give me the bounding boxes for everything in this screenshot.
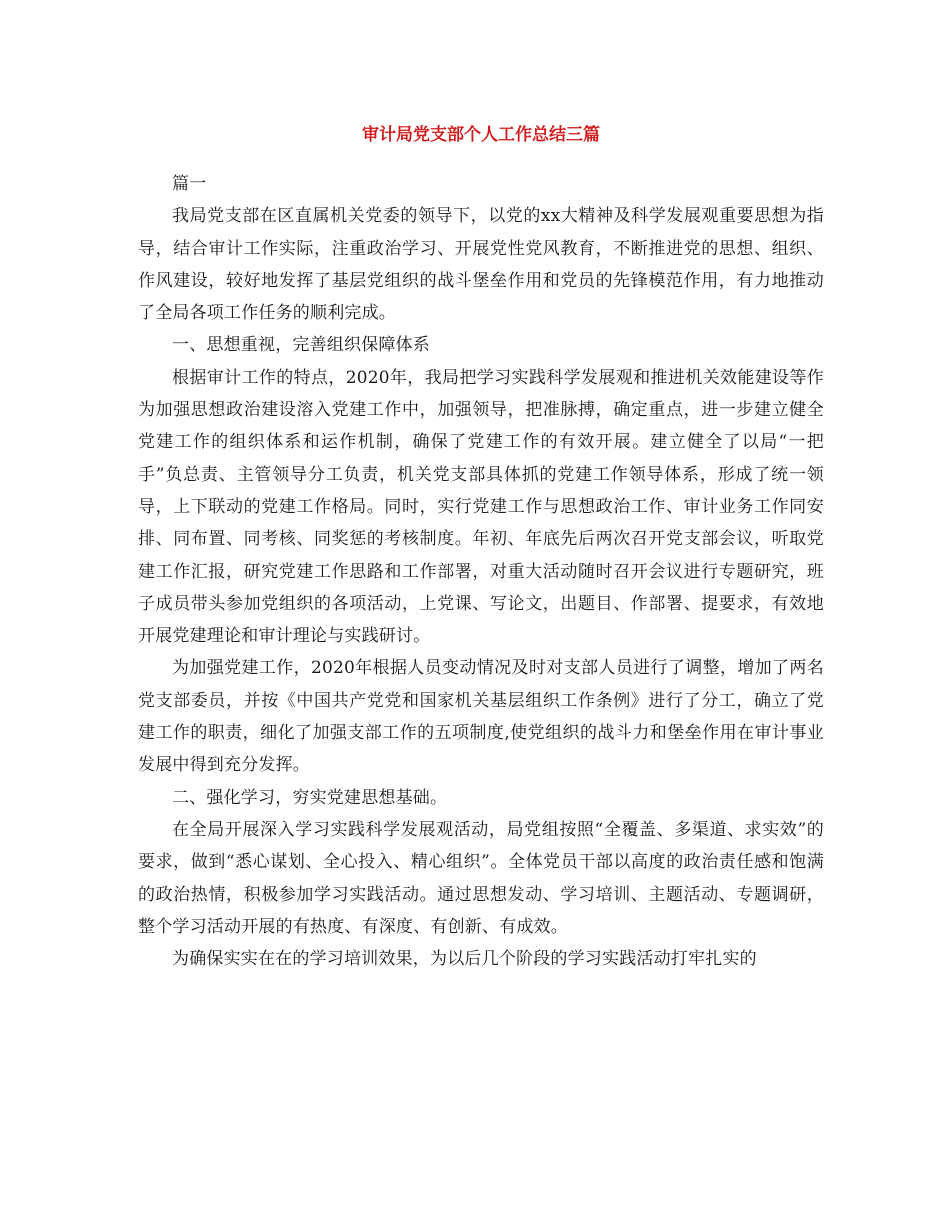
- document-body: [138, 168, 824, 975]
- paragraph-intro: 我局党支部在区直属机关党委的领导下，以党的xx大精神及科学发展观重要思想为指导，结合审计工作实际，注重政治学习、开展党性党风教育，不断推进党的思想、组织、作风建设，较好地发挥了基层党组织的战斗堡垒作用和党员的先锋模范作用，有力地推动了全局各项工作任务的顺利完成。: [138, 206, 824, 324]
- heading-section-2: 二、强化学习，穷实党建思想基础。: [172, 787, 448, 808]
- paragraph-section-2-body: 在全局开展深入学习实践科学发展观活动，局党组按照“全覆盖、多渠道、求实效”的要求，做到“悉心谋划、全心投入、精心组织”。全体党员干部以高度的政治责任感和饱满的政治热情，积极参加学习实践活动。通过思想发动、学习培训、主题活动、专题调研，整个学习活动开展的有热度、有深度、有创新、有成效。: [138, 819, 824, 937]
- heading-section-1: 一、思想重视，完善组织保障体系: [172, 335, 430, 356]
- paragraph-section-1-adjustment: 为加强党建工作，2020年根据人员变动情况及时对支部人员进行了调整，增加了两名党支部委员，并按《中国共产党党和国家机关基层组织工作条例》进行了分工，确立了党建工作的职责，细化了加强支部工作的五项制度,使党组织的战斗力和堡垒作用在审计事业发展中得到充分发挥。: [138, 658, 824, 776]
- document-page: [138, 0, 824, 1230]
- paragraph-section-label: 篇一: [172, 174, 207, 194]
- paragraph-section-1-body: 根据审计工作的特点，2020年，我局把学习实践科学发展观和推进机关效能建设等作为加强思想政治建设溶入党建工作中，加强领导，把准脉搏，确定重点，进一步建立健全党建工作的组织体系和运作机制，确保了党建工作的有效开展。建立健全了以局“一把手”负总责、主管领导分工负责，机关党支部具体抓的党建工作领导体系，形成了统一领导，上下联动的党建工作格局。同时，实行党建工作与思想政治工作、审计业务工作同安排、同布置、同考核、同奖惩的考核制度。年初、年底先后两次召开党支部会议，听取党建工作汇报，研究党建工作思路和工作部署，对重大活动随时召开会议进行专题研究，班子成员带头参加党组织的各项活动，上党课、写论文，出题目、作部署、提要求，有效地开展党建理论和审计理论与实践研讨。: [138, 367, 824, 647]
- document-title: 审计局党支部个人工作总结三篇: [362, 125, 600, 145]
- paragraph-section-2-training: 为确保实实在在的学习培训效果，为以后几个阶段的学习实践活动打牢扎实的: [172, 949, 757, 970]
